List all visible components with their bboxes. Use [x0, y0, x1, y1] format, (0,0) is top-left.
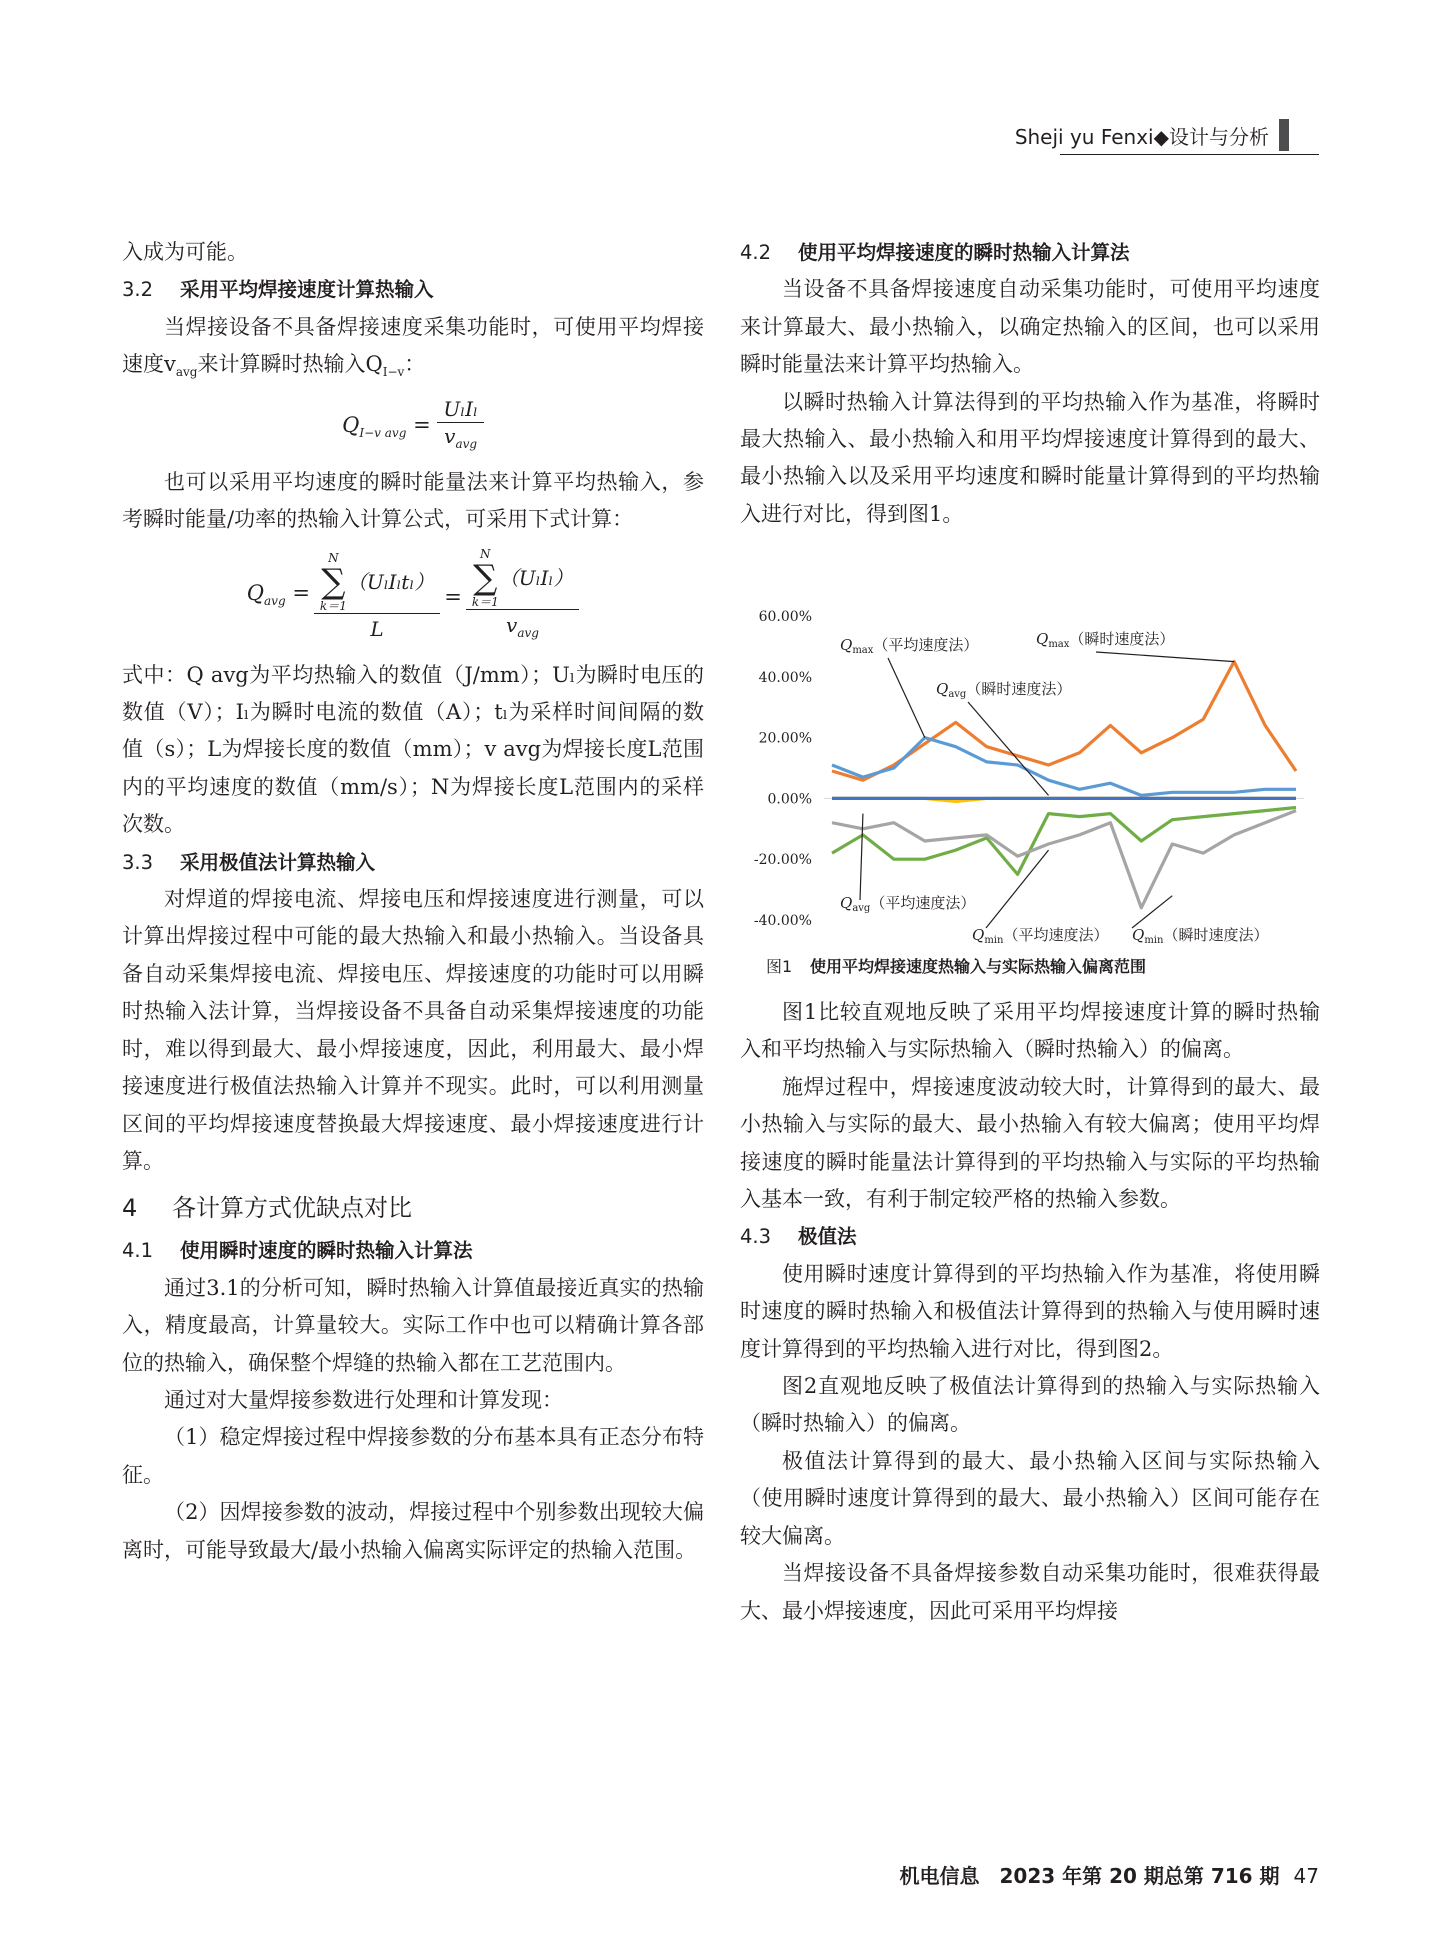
- right-column-top: [740, 234, 1320, 533]
- annotation-leader: [860, 814, 863, 900]
- annotation-label: $Q_{min}$（瞬时速度法）: [1132, 926, 1269, 946]
- annotation-leader: [1096, 652, 1234, 662]
- journal-info: 机电信息 2023 年第 20 期总第 716 期: [899, 1864, 1280, 1888]
- paragraph: 使用瞬时速度计算得到的平均热输入作为基准，将使用瞬时速度的瞬时热输入和极值法计算得到的热输入与使用瞬时速度计算得到的平均热输入进行对比，得到图2。: [740, 1261, 1320, 1361]
- section-heading: 4.1 使用瞬时速度的瞬时热输入计算法: [122, 1239, 473, 1263]
- annotation-leader: [986, 850, 1049, 928]
- annotation-label: $Q_{avg}$（平均速度法）: [840, 894, 976, 914]
- paragraph: 通过对大量焊接参数进行处理和计算发现：: [164, 1387, 563, 1412]
- equation-2: $Q_{avg}$ = N ∑ k＝1 （UₗIₗtₗ） L = N ∑ k＝1 （UₗIₗ） $v_{avg}$: [122, 543, 704, 653]
- paragraph: 对焊道的焊接电流、焊接电压和焊接速度进行测量，可以计算出焊接过程中可能的最大热输入和最小热输入。当设备具备自动采集焊接电流、焊接电压、焊接速度的功能时可以用瞬时热输入法计算，当焊接设备不具备自动采集焊接速度的功能时，难以得到最大、最小焊接速度，因此，利用最大、最小焊接速度进行极值法热输入计算并不现实。此时，可以利用测量区间的平均焊接速度替换最大焊接速度、最小焊接速度进行计算。: [122, 887, 704, 1173]
- running-header: [1015, 118, 1289, 152]
- section-heading: 3.2 采用平均焊接速度计算热输入: [122, 278, 434, 302]
- y-tick-label: 60.00%: [758, 609, 812, 625]
- right-column-bottom: [740, 994, 1320, 1630]
- paragraph: 式中：Q avg为平均热输入的数值（J/mm）；Uₗ为瞬时电压的数值（V）；Iₗ为瞬时电流的数值（A）；tₗ为采样时间间隔的数值（s）；L为焊接长度的数值（mm）；v avg为焊接长度L范围内的平均速度的数值（mm/s）；N为焊接长度L范围内的采样次数。: [122, 662, 704, 837]
- annotation-label: $Q_{max}$（平均速度法）: [840, 636, 979, 656]
- y-tick-label: 20.00%: [758, 730, 812, 747]
- annotation-leader: [968, 702, 1049, 795]
- section-heading: 4.2 使用平均焊接速度的瞬时热输入计算法: [740, 241, 1130, 264]
- figure-1-chart: [740, 598, 1316, 952]
- y-tick-label: 0.00%: [767, 791, 812, 808]
- header-bar: [1279, 119, 1289, 151]
- chart-svg: [740, 598, 1316, 952]
- paragraph: 图1比较直观地反映了采用平均焊接速度计算的瞬时热输入和平均热输入与实际热输入（瞬时热输入）的偏离。: [740, 1000, 1320, 1062]
- paragraph: 施焊过程中，焊接速度波动较大时，计算得到的最大、最小热输入与实际的最大、最小热输入有较大偏离；使用平均焊接速度的瞬时能量法计算得到的平均热输入与实际的平均热输入基本一致，有利于制定较严格的热输入参数。: [740, 1074, 1320, 1212]
- figure-1-caption: 图1 使用平均焊接速度热输入与实际热输入偏离范围: [766, 957, 1147, 976]
- y-tick-label: -20.00%: [753, 852, 812, 869]
- paragraph: 以瞬时热输入计算法得到的平均热输入作为基准，将瞬时最大热输入、最小热输入和用平均焊接速度计算得到的最大、最小热输入以及采用平均速度和瞬时能量计算得到的平均热输入进行对比，得到图1。: [740, 389, 1320, 526]
- paragraph: 图2直观地反映了极值法计算得到的热输入与实际热输入（瞬时热输入）的偏离。: [740, 1374, 1320, 1436]
- running-title: Sheji yu Fenxi◆设计与分析: [1014, 124, 1269, 149]
- series-line: [832, 738, 1296, 796]
- section-heading: 3.3 采用极值法计算热输入: [122, 850, 376, 874]
- paragraph: 当设备不具备焊接速度自动采集功能时，可使用平均速度来计算最大、最小热输入，以确定热输入的区间，也可以采用瞬时能量法来计算平均热输入。: [740, 277, 1320, 377]
- y-tick-label: -40.00%: [753, 913, 812, 929]
- equation-1: $Q_{I-v avg}$ = $\frac{\text{UₗIₗ}}{v_{avg}}$: [122, 396, 704, 460]
- section-heading: 4.3 极值法: [740, 1225, 857, 1249]
- paragraph: 当焊接设备不具备焊接速度采集功能时，可使用平均焊接速度$v_{avg}$来计算瞬时热输入$Q_{I-v}$：: [122, 314, 704, 380]
- y-tick-label: 40.00%: [758, 669, 812, 686]
- paragraph: 入成为可能。: [122, 240, 248, 264]
- header-rule: [1060, 154, 1319, 155]
- chapter-heading: 4 各计算方式优缺点对比: [122, 1194, 412, 1223]
- page-number: 47: [1293, 1864, 1319, 1888]
- paragraph: 通过3.1的分析可知，瞬时热输入计算值最接近真实的热输入，精度最高，计算量较大。实际工作中也可以精确计算各部位的热输入，确保整个焊缝的热输入都在工艺范围内。: [122, 1275, 704, 1375]
- annotation-leader: [888, 658, 925, 738]
- paragraph: 当焊接设备不具备焊接参数自动采集功能时，很难获得最大、最小焊接速度，因此可采用平均焊接: [740, 1561, 1320, 1623]
- paragraph: 也可以采用平均速度的瞬时能量法来计算平均热输入，参考瞬时能量/功率的热输入计算公式，可采用下式计算：: [122, 469, 704, 532]
- paragraph: 极值法计算得到的最大、最小热输入区间与实际热输入（使用瞬时速度计算得到的最大、最小热输入）区间可能存在较大偏离。: [740, 1448, 1320, 1548]
- footer: [899, 1860, 1319, 1889]
- annotation-label: $Q_{max}$（瞬时速度法）: [1036, 630, 1175, 650]
- annotation-label: $Q_{min}$（平均速度法）: [972, 926, 1109, 946]
- annotation-label: $Q_{avg}$（瞬时速度法）: [936, 680, 1072, 700]
- left-column: [122, 234, 704, 1569]
- paragraph: （1）稳定焊接过程中焊接参数的分布基本具有正态分布特征。: [122, 1425, 704, 1487]
- paragraph: （2）因焊接参数的波动，焊接过程中个别参数出现较大偏离时，可能导致最大/最小热输入偏离实际评定的热输入范围。: [122, 1500, 704, 1562]
